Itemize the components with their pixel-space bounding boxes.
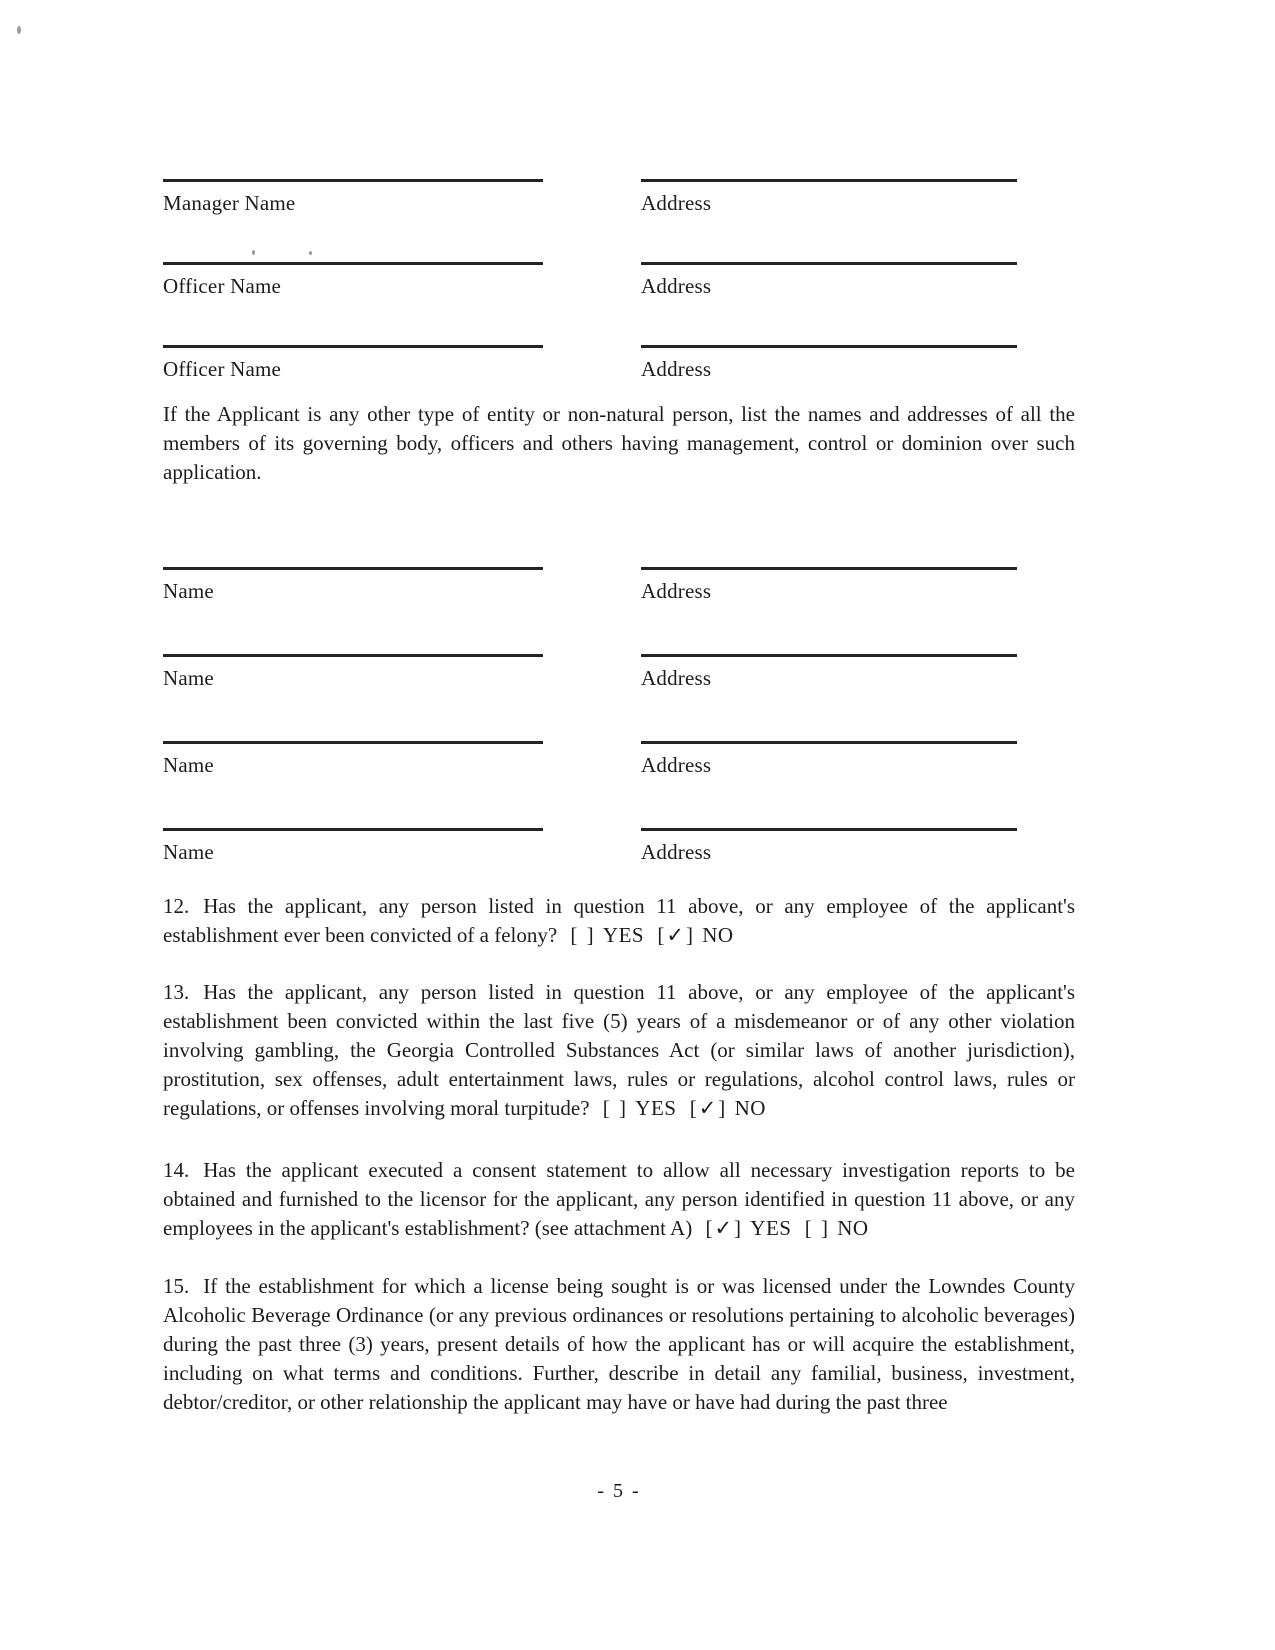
question-14-no-checkbox[interactable]: [ ] bbox=[804, 1216, 830, 1240]
question-13 bbox=[163, 978, 1075, 1123]
scan-artifact bbox=[309, 251, 312, 255]
question-12 bbox=[163, 892, 1075, 950]
field-row-manager bbox=[163, 179, 1075, 216]
officer2-address-label: Address bbox=[641, 357, 712, 381]
manager-name-label: Manager Name bbox=[163, 191, 296, 215]
question-15-text: If the establishment for which a license being sought is or was licensed under the Lowndes County Alcoholic Beverage Ordinance (or any previous ordinances or resolutions pertaining to alcoholic beverages) during the past three (3) years, present details of how the applicant has or will acquire the establishment, including on what terms and conditions. Further, describe in detail any familial, business, investment, debtor/creditor, or other relationship the applicant may have or have had during the past three bbox=[163, 1274, 1075, 1414]
question-14-text: Has the applicant executed a consent statement to allow all necessary investigation reports to be obtained and furnished to the licensor for the applicant, any person identified in question 11 above, or any employees in the applicant's establishment? (see attachment A) bbox=[163, 1158, 1075, 1240]
question-12-no-label: NO bbox=[702, 923, 734, 947]
field-row-officer-2 bbox=[163, 345, 1075, 382]
question-12-no-checkbox[interactable]: [✓] bbox=[657, 923, 695, 947]
question-13-yes-label: YES bbox=[635, 1096, 677, 1120]
question-12-yes-label: YES bbox=[602, 923, 645, 947]
question-13-yes-checkbox[interactable]: [ ] bbox=[602, 1096, 629, 1120]
question-13-text: Has the applicant, any person listed in question 11 above, or any employee of the applicant's establishment been convicted within the last five (5) years of a misdemeanor or of any other violation involving gambling, the Georgia Controlled Substances Act (or similar laws of another jurisdiction), prostitution, sex offenses, adult entertainment laws, rules or regulations, alcohol control laws, rules or regulations, or offenses involving moral turpitude? bbox=[163, 980, 1075, 1120]
field-row-member-4 bbox=[163, 828, 1075, 865]
member4-address-label: Address bbox=[641, 840, 712, 864]
field-row-officer-1 bbox=[163, 262, 1075, 299]
question-14 bbox=[163, 1156, 1075, 1243]
question-14-number: 14. bbox=[163, 1158, 190, 1182]
question-14-yes-label: YES bbox=[750, 1216, 792, 1240]
member2-name-label: Name bbox=[163, 666, 214, 690]
member2-address-label: Address bbox=[641, 666, 712, 690]
question-14-no-label: NO bbox=[837, 1216, 869, 1240]
officer1-address-label: Address bbox=[641, 274, 712, 298]
field-row-member-1 bbox=[163, 567, 1075, 604]
member3-name-label: Name bbox=[163, 753, 214, 777]
scan-artifact bbox=[252, 250, 255, 255]
manager-address-label: Address bbox=[641, 191, 712, 215]
question-12-text: Has the applicant, any person listed in question 11 above, or any employee of the applicant's establishment ever been convicted of a felony? bbox=[163, 894, 1075, 947]
page-number: - 5 - bbox=[597, 1480, 641, 1502]
officer1-name-label: Officer Name bbox=[163, 274, 282, 298]
field-row-member-2 bbox=[163, 654, 1075, 691]
field-row-member-3 bbox=[163, 741, 1075, 778]
question-15 bbox=[163, 1272, 1075, 1417]
member3-address-label: Address bbox=[641, 753, 712, 777]
question-15-number: 15. bbox=[163, 1274, 190, 1298]
question-12-yes-checkbox[interactable]: [ ] bbox=[570, 923, 596, 947]
scan-artifact bbox=[17, 26, 21, 34]
question-14-yes-checkbox[interactable]: [✓] bbox=[705, 1216, 744, 1240]
member1-address-label: Address bbox=[641, 579, 712, 603]
officer2-name-label: Officer Name bbox=[163, 357, 282, 381]
member1-name-label: Name bbox=[163, 579, 214, 603]
member4-name-label: Name bbox=[163, 840, 214, 864]
question-12-number: 12. bbox=[163, 894, 190, 918]
other-entity-paragraph: If the Applicant is any other type of entity or non-natural person, list the names and addresses of all the members of its governing body, officers and others having management, control or dominion over such application. bbox=[163, 402, 1075, 484]
question-13-no-label: NO bbox=[734, 1096, 766, 1120]
question-13-no-checkbox[interactable]: [✓] bbox=[689, 1096, 728, 1120]
question-13-number: 13. bbox=[163, 980, 190, 1004]
